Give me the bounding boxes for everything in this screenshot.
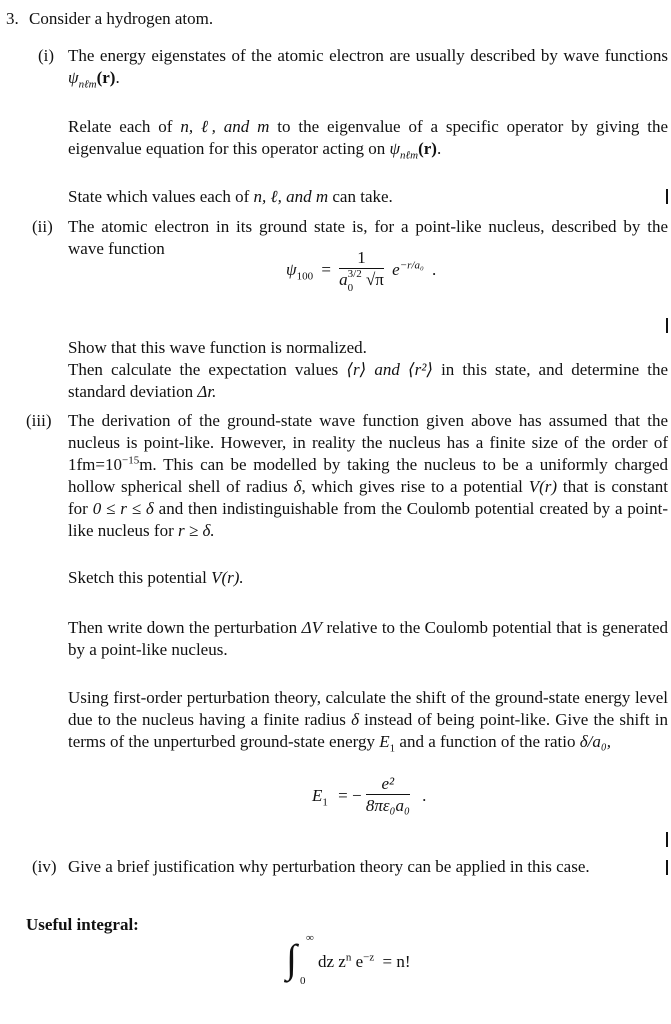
energy-fraction: $\frac{\text{e²}}{\text{8πε₀a₀}}$ — [365, 774, 410, 815]
part-iii-paragraph-2: Sketch this potential V(r). — [68, 568, 244, 587]
normalization-fraction: 1 a3/2 0 √π — [339, 248, 384, 294]
part-ii-paragraph-2: Show that this wave function is normalized. — [68, 338, 367, 357]
useful-integral-heading: Useful integral: — [26, 915, 139, 934]
margin-mark — [666, 860, 668, 875]
question-header — [6, 8, 213, 30]
part-i-label: (i) — [38, 46, 55, 65]
part-ii-paragraph-1: The atomic electron in its ground state is, for a point-like nucleus, described by the wave function — [68, 217, 668, 258]
question-number: 3. — [6, 9, 19, 28]
integral-sign: ∫ — [286, 936, 297, 981]
integral-lower-limit: 0 — [300, 975, 306, 987]
part-iii-label: (iii) — [26, 411, 52, 430]
ground-state-equation: $\psi_{100}$ = 1 a3/2 0 √π $e^{-r/a_0}$ . — [286, 248, 437, 294]
part-i-paragraph-1: The energy eigenstates of the atomic electron are usually described by wave functions $\psi_{n\ell m}(r)$. — [68, 46, 668, 91]
question-intro: Consider a hydrogen atom. — [29, 9, 214, 28]
part-i-paragraph-2: Relate each of n, ℓ, and m to the eigenvalue of a specific operator by giving the eigenvalue equation for this operator acting on $\psi_{n\ell m}(r)$. — [68, 117, 669, 162]
part-iv-label: (iv) — [32, 857, 57, 876]
part-ii-label: (ii) — [32, 217, 53, 236]
margin-mark — [666, 189, 668, 204]
margin-mark — [666, 318, 668, 333]
integrand: dz $z^n$ $e^{-z} = n$! — [318, 951, 411, 971]
margin-mark — [666, 832, 668, 847]
part-ii-paragraph-3: Then calculate the expectation values ⟨r⟩ and ⟨r²⟩ in this state, and determine the standard deviation Δr. — [68, 360, 669, 401]
part-iii-paragraph-1: The derivation of the ground-state wave function given above has assumed that the nucleus is point-like. However, in reality the nucleus has a finite size of the order of $1fm=10^{-15}m$. This can be modelled by taking the nucleus to be a uniformly charged hollow spherical shell of radius δ, which gives rise to a potential V(r) that is constant for 0 ≤ r ≤ δ and then indistinguishable from the Coulomb potential created by a point-like nucleus for r ≥ δ. — [68, 411, 668, 540]
integral-upper-limit: ∞ — [306, 932, 314, 944]
part-i-paragraph-3: State which values each of n, ℓ, and m can take. — [68, 187, 393, 206]
part-iv-text: Give a brief justification why perturbation theory can be applied in this case. — [68, 857, 590, 876]
energy-equation: $E_1$ = − $\frac{\text{e²}}{\text{8πε₀a₀}}$ . — [312, 774, 427, 815]
part-iii-paragraph-3: Then write down the perturbation ΔV relative to the Coulomb potential that is generated by a point-like nucleus. — [68, 618, 669, 659]
part-iii-paragraph-4: Using first-order perturbation theory, calculate the shift of the ground-state energy level due to the nucleus having a finite radius δ instead of being point-like. Give the shift in terms of the unperturbed ground-state energy $E_1$ and a function of the ratio δ/a₀, — [68, 688, 669, 755]
